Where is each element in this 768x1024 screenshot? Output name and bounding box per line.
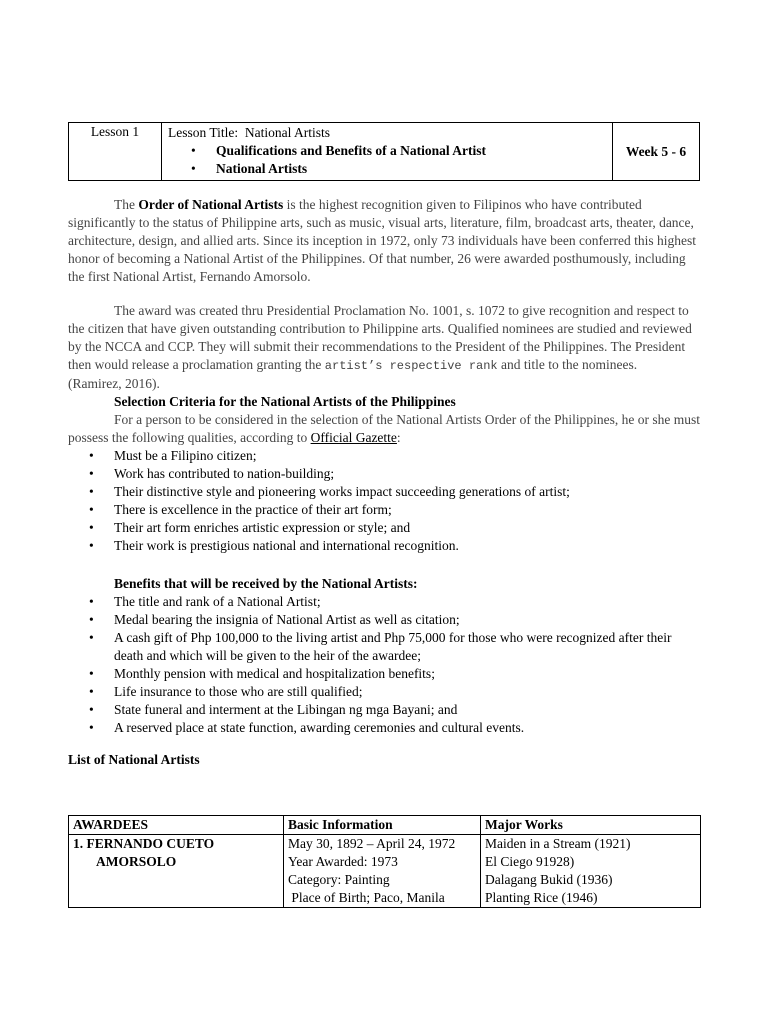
table-header-row <box>69 816 701 835</box>
awardee-name <box>69 835 284 908</box>
benefit-item: • State funeral and interment at the Libingan ng mga Bayani; and <box>114 701 702 719</box>
lesson-header-table <box>68 122 700 181</box>
criteria-item: • Must be a Filipino citizen; <box>114 447 702 465</box>
criteria-intro-text: For a person to be considered in the selection of the National Artists Order of the Philippines, he or she must possess the following qualities, according to <box>68 412 701 445</box>
work-line: El Ciego 91928) <box>485 854 575 869</box>
lesson-number: Lesson 1 <box>69 123 162 181</box>
awardee-name-line: 1. FERNANDO CUETO <box>73 836 215 851</box>
benefit-item: • Medal bearing the insignia of National Artist as well as citation; <box>114 611 702 629</box>
column-header-basic-information: Basic Information <box>284 816 481 835</box>
criteria-list <box>68 447 702 555</box>
proclamation-text-end: and title to the nominees. <box>497 357 638 372</box>
benefit-item: • The title and rank of a National Artist; <box>114 593 702 611</box>
intro-paragraph <box>68 196 702 286</box>
lesson-topic: • National Artists <box>216 160 612 178</box>
criteria-item: • Their art form enriches artistic expression or style; and <box>114 519 702 537</box>
criteria-intro <box>68 411 702 447</box>
lesson-title-label: Lesson Title: <box>168 125 239 140</box>
column-header-awardees: AWARDEES <box>69 816 284 835</box>
criteria-item: • Work has contributed to nation-building; <box>114 465 702 483</box>
proclamation-rank-text: artist’s respective rank <box>324 359 498 373</box>
proclamation-text: The award was created thru Presidential Proclamation No. 1001, s. 1072 to give recognition and respect to the citizen that have given outstanding contribution to Philippine arts. Qualified nominees are studied and reviewed by the NCCA and CCP. They will submit their recommendations to the President of the Philippines. The President then would release a proclamation granting the <box>68 303 692 372</box>
info-line: May 30, 1892 – April 24, 1972 <box>288 836 456 851</box>
lesson-topic: • Qualifications and Benefits of a National Artist <box>216 142 612 160</box>
order-of-national-artists-term: Order of National Artists <box>138 197 284 212</box>
citation: (Ramirez, 2016). <box>68 376 160 391</box>
criteria-item: • Their distinctive style and pioneering works impact succeeding generations of artist; <box>114 483 702 501</box>
intro-text-start: The <box>114 197 139 212</box>
benefits-list <box>68 593 702 737</box>
info-line: Place of Birth; Paco, Manila <box>288 890 445 905</box>
benefit-item: • A cash gift of Php 100,000 to the living artist and Php 75,000 for those who were recognized after their death and which will be given to the heir of the awardee; <box>114 629 702 665</box>
benefit-item: • Life insurance to those who are still qualified; <box>114 683 702 701</box>
national-artists-list-title: List of National Artists <box>68 752 200 767</box>
proclamation-paragraph <box>68 302 702 375</box>
criteria-item: • Their work is prestigious national and international recognition. <box>114 537 702 555</box>
benefits-heading: Benefits that will be received by the National Artists: <box>114 576 418 591</box>
criteria-item: • There is excellence in the practice of their art form; <box>114 501 702 519</box>
lesson-title-cell <box>162 123 613 181</box>
national-artists-table <box>68 815 701 908</box>
lesson-week: Week 5 - 6 <box>613 123 700 181</box>
work-line: Dalagang Bukid (1936) <box>485 872 613 887</box>
criteria-intro-colon: : <box>396 430 401 445</box>
info-line: Category: Painting <box>288 872 390 887</box>
work-line: Maiden in a Stream (1921) <box>485 836 631 851</box>
info-line: Year Awarded: 1973 <box>288 854 398 869</box>
benefit-item: • Monthly pension with medical and hospitalization benefits; <box>114 665 702 683</box>
intro-text-rest: is the highest recognition given to Filipinos who have contributed significantly to the status of Philippine arts, such as music, visual arts, literature, film, broadcast arts, theater, dance, architecture, design, and allied arts. Since its inception in 1972, only 73 individuals have been conferred this highest honor of becoming a National Artist of the Philippines. Of that number, 26 were awarded posthumously, including the first National Artist, Fernando Amorsolo. <box>68 197 696 284</box>
criteria-heading: Selection Criteria for the National Artists of the Philippines <box>114 394 456 409</box>
lesson-title: National Artists <box>244 125 331 140</box>
table-row <box>69 835 701 908</box>
column-header-major-works: Major Works <box>481 816 701 835</box>
lesson-topics <box>168 142 612 178</box>
official-gazette-link[interactable]: Official Gazette <box>310 430 397 445</box>
document-body <box>68 196 702 769</box>
work-line: Planting Rice (1946) <box>485 890 598 905</box>
awardee-major-works <box>481 835 701 908</box>
awardee-basic-information <box>284 835 481 908</box>
awardee-name-line: AMORSOLO <box>96 854 177 869</box>
benefit-item: • A reserved place at state function, awarding ceremonies and cultural events. <box>114 719 702 737</box>
